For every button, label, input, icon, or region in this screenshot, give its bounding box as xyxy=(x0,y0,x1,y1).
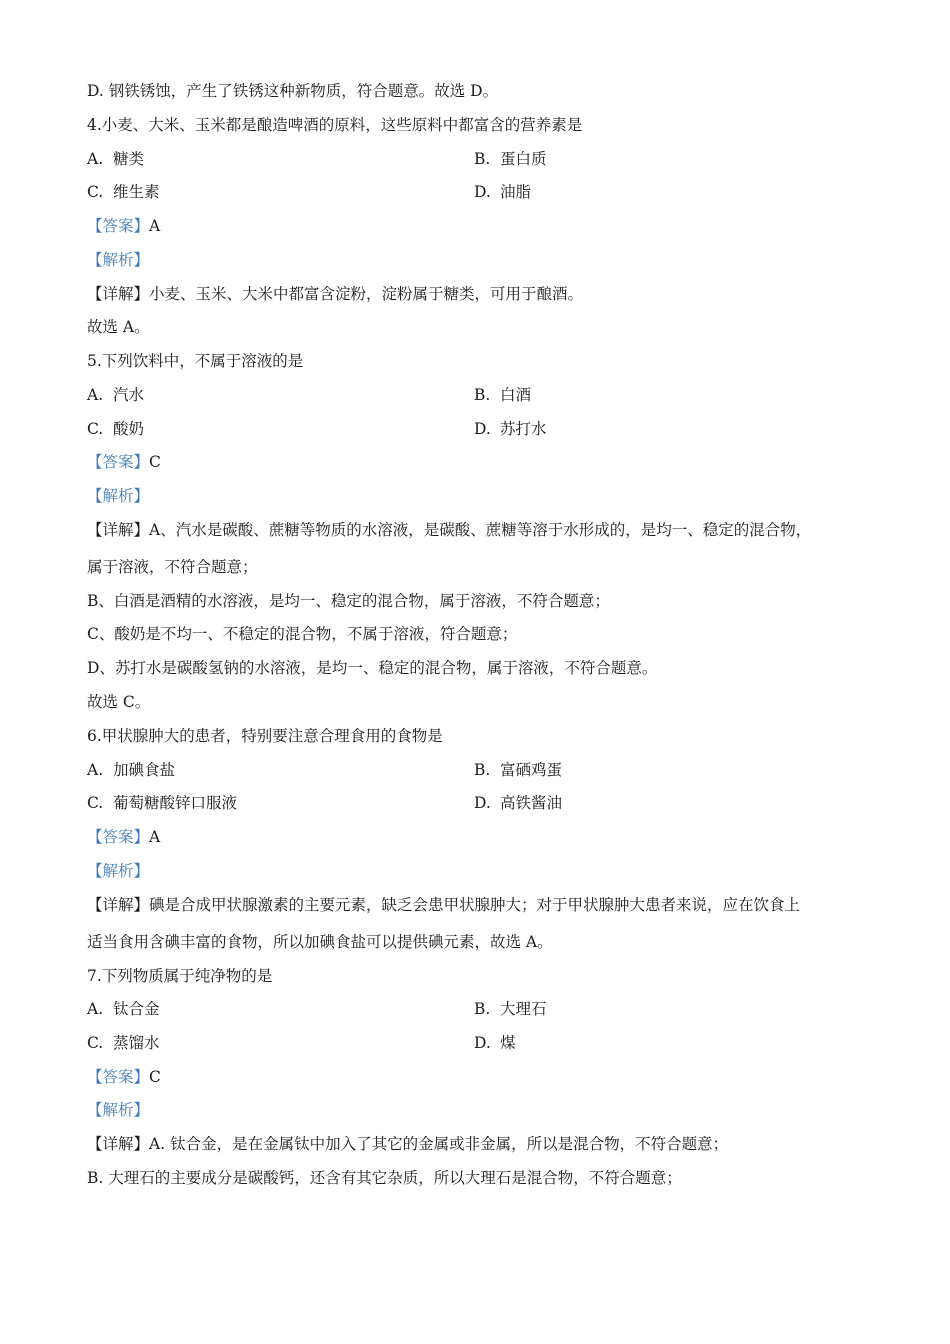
q4-stem: 4.小麦、大米、玉米都是酿造啤酒的原料，这些原料中都富含的营养素是 xyxy=(87,116,583,134)
option-text: 富硒鸡蛋 xyxy=(500,761,563,779)
q6-option-d xyxy=(474,793,562,813)
q5-detail-1 xyxy=(87,520,811,540)
option-text: 加碘食盐 xyxy=(113,761,176,779)
option-text: 煤 xyxy=(500,1034,516,1052)
option-letter: C. xyxy=(87,1034,104,1052)
option-letter: A. xyxy=(87,150,104,168)
detail-tag: 【详解】 xyxy=(87,285,150,303)
detail-text: 碘是合成甲状腺激素的主要元素，缺乏会患甲状腺肿大；对于甲状腺肿大患者来说，应在饮食上 xyxy=(149,896,801,914)
q5-conclusion: 故选 C。 xyxy=(87,693,151,711)
detail-text: A. 钛合金，是在金属钛中加入了其它的金属或非金属，所以是混合物，不符合题意； xyxy=(149,1135,729,1153)
answer-value: C xyxy=(149,453,161,471)
option-text: 糖类 xyxy=(113,150,145,168)
q7-stem: 7.下列物质属于纯净物的是 xyxy=(87,967,273,985)
q5-detail-5: D、苏打水是碳酸氢钠的水溶液，是均一、稳定的混合物，属于溶液，不符合题意。 xyxy=(87,659,658,677)
option-text: 酸奶 xyxy=(113,420,145,438)
q7-option-b xyxy=(474,999,547,1019)
q5-stem: 5.下列饮料中，不属于溶液的是 xyxy=(87,352,304,370)
q6-option-c xyxy=(87,793,237,813)
option-text: 钛合金 xyxy=(113,1000,160,1018)
option-letter: B. xyxy=(474,761,491,779)
detail-tag: 【详解】 xyxy=(87,896,150,914)
q7-option-c xyxy=(87,1033,160,1053)
option-letter: D. xyxy=(474,794,491,812)
q6-option-b xyxy=(474,760,562,780)
answer-value: C xyxy=(149,1068,161,1086)
q6-option-a xyxy=(87,760,175,780)
detail-text: A、汽水是碳酸、蔗糖等物质的水溶液，是碳酸、蔗糖等溶于水形成的，是均一、稳定的混合物， xyxy=(149,521,812,539)
q6-detail-2: 适当食用含碘丰富的食物，所以加碘食盐可以提供碘元素，故选 A。 xyxy=(87,933,553,951)
option-letter: C. xyxy=(87,794,104,812)
option-letter: A. xyxy=(87,761,104,779)
q7-option-d xyxy=(474,1033,516,1053)
q5-option-a xyxy=(87,385,144,405)
option-text: 维生素 xyxy=(113,183,160,201)
q5-option-d xyxy=(474,419,547,439)
q5-option-c xyxy=(87,419,144,439)
q7-detail-2: B. 大理石的主要成分是碳酸钙，还含有其它杂质，所以大理石是混合物，不符合题意； xyxy=(87,1169,682,1187)
detail-tag: 【详解】 xyxy=(87,1135,150,1153)
q4-answer xyxy=(87,216,160,236)
answer-tag: 【答案】 xyxy=(87,828,150,846)
answer-tag: 【答案】 xyxy=(87,453,150,471)
detail-tag: 【详解】 xyxy=(87,521,150,539)
q4-option-b xyxy=(474,149,547,169)
option-text: 蒸馏水 xyxy=(113,1034,160,1052)
option-text: 高铁酱油 xyxy=(500,794,563,812)
q5-option-b xyxy=(474,385,531,405)
option-text: 葡萄糖酸锌口服液 xyxy=(113,794,238,812)
option-letter: C. xyxy=(87,183,104,201)
q7-option-a xyxy=(87,999,160,1019)
option-letter: C. xyxy=(87,420,104,438)
q4-detail xyxy=(87,284,583,304)
q7-answer xyxy=(87,1067,161,1087)
option-text: 大理石 xyxy=(500,1000,547,1018)
option-letter: D. xyxy=(474,1034,491,1052)
option-letter: B. xyxy=(474,1000,491,1018)
answer-value: A xyxy=(149,217,161,235)
q4-conclusion: 故选 A。 xyxy=(87,318,150,336)
q5-analysis-tag: 【解析】 xyxy=(87,487,150,505)
q4-analysis-tag: 【解析】 xyxy=(87,251,150,269)
option-letter: A. xyxy=(87,1000,104,1018)
q5-detail-4: C、酸奶是不均一、不稳定的混合物，不属于溶液，符合题意； xyxy=(87,625,518,643)
q6-detail-1 xyxy=(87,895,800,915)
option-text: 汽水 xyxy=(113,386,145,404)
q3-option-d-explanation: D. 钢铁锈蚀，产生了铁锈这种新物质，符合题意。故选 D。 xyxy=(87,82,499,100)
q5-answer xyxy=(87,452,161,472)
option-letter: B. xyxy=(474,150,491,168)
q4-option-c xyxy=(87,182,160,202)
option-text: 苏打水 xyxy=(500,420,547,438)
q6-answer xyxy=(87,827,160,847)
detail-text: 小麦、玉米、大米中都富含淀粉，淀粉属于糖类，可用于酿酒。 xyxy=(149,285,584,303)
answer-tag: 【答案】 xyxy=(87,217,150,235)
answer-value: A xyxy=(149,828,161,846)
q7-analysis-tag: 【解析】 xyxy=(87,1101,150,1119)
q5-detail-3: B、白酒是酒精的水溶液，是均一、稳定的混合物，属于溶液，不符合题意； xyxy=(87,592,610,610)
option-letter: A. xyxy=(87,386,104,404)
answer-tag: 【答案】 xyxy=(87,1068,150,1086)
option-letter: D. xyxy=(474,183,491,201)
q4-option-a xyxy=(87,149,144,169)
q6-analysis-tag: 【解析】 xyxy=(87,862,150,880)
q4-option-d xyxy=(474,182,531,202)
q7-detail-1 xyxy=(87,1134,728,1154)
option-letter: B. xyxy=(474,386,491,404)
option-text: 白酒 xyxy=(500,386,532,404)
option-letter: D. xyxy=(474,420,491,438)
option-text: 油脂 xyxy=(500,183,532,201)
q5-detail-2: 属于溶液，不符合题意； xyxy=(87,558,258,576)
option-text: 蛋白质 xyxy=(500,150,547,168)
q6-stem: 6.甲状腺肿大的患者，特别要注意合理食用的食物是 xyxy=(87,727,443,745)
